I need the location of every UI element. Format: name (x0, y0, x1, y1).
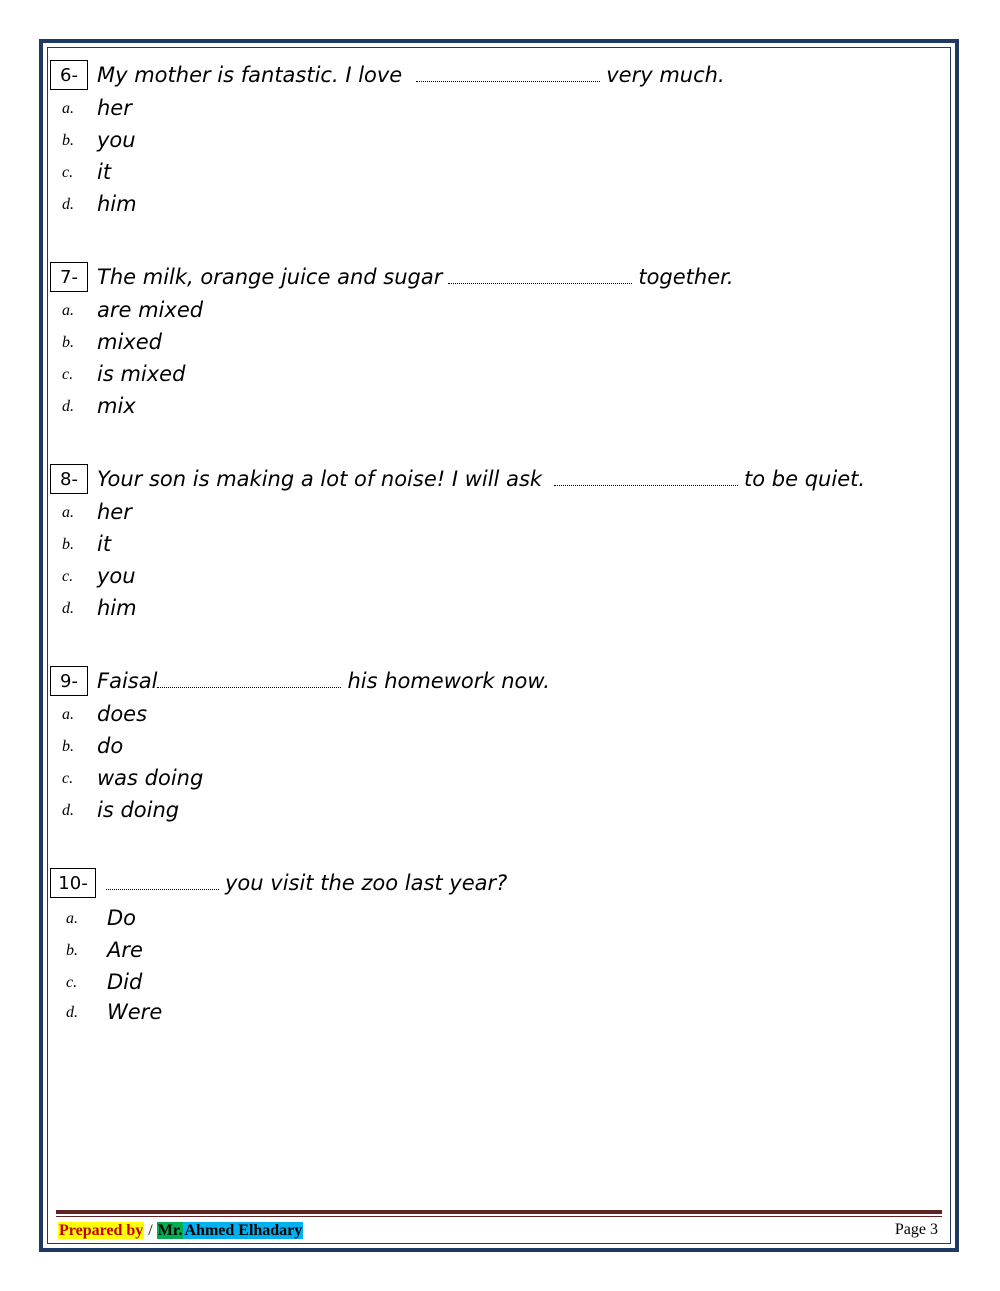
option-letter: c. (62, 366, 74, 383)
stem-after: to be quiet. (744, 467, 866, 491)
option-letter: d. (66, 1004, 78, 1021)
option-text: is mixed (97, 362, 186, 386)
page-border-inner (47, 47, 951, 1244)
stem-before: The milk, orange juice and sugar (97, 265, 443, 289)
stem-before: Faisal (97, 669, 158, 693)
stem-after: you visit the zoo last year? (225, 871, 508, 895)
option-text: him (97, 596, 137, 620)
question-number: 9- (50, 666, 88, 696)
option-letter: c. (62, 568, 74, 585)
stem-after: his homework now. (347, 669, 550, 693)
option-letter: b. (62, 536, 74, 553)
question-number: 7- (50, 262, 88, 292)
option-text: does (97, 702, 148, 726)
prepared-by-label: Prepared by (59, 1222, 144, 1239)
option-letter: b. (62, 132, 74, 149)
option-text: Did (107, 970, 143, 994)
question-number: 10- (50, 868, 96, 898)
option-letter: c. (66, 974, 78, 991)
option-letter: b. (66, 942, 78, 959)
stem-before: Your son is making a lot of noise! I will ask (97, 467, 543, 491)
option-text: is doing (97, 798, 180, 822)
option-text: was doing (97, 766, 204, 790)
footer-rule (56, 1210, 942, 1214)
answer-blank[interactable] (554, 475, 738, 486)
option-text: mixed (97, 330, 162, 354)
option-letter: a. (62, 504, 74, 521)
option-text: her (97, 500, 132, 524)
stem-after: very much. (606, 63, 725, 87)
option-letter: a. (62, 706, 74, 723)
option-text: do (97, 734, 124, 758)
footer-credit (58, 1220, 303, 1242)
option-letter: a. (62, 100, 74, 117)
answer-blank[interactable] (416, 71, 600, 82)
option-letter: b. (62, 738, 74, 755)
question-number: 6- (50, 60, 88, 90)
stem-before: My mother is fantastic. I love (97, 63, 403, 87)
option-letter: b. (62, 334, 74, 351)
footer-rule-thin (56, 1216, 942, 1217)
option-text: mix (97, 394, 136, 418)
option-text: you (97, 128, 136, 152)
option-text: you (97, 564, 136, 588)
option-text: are mixed (97, 298, 204, 322)
author-title: Mr. (157, 1222, 183, 1239)
question-stem (97, 62, 725, 88)
question-stem (97, 466, 865, 492)
option-letter: d. (62, 196, 74, 213)
footer-separator: / (148, 1222, 153, 1239)
question-number: 8- (50, 464, 88, 494)
stem-after: together. (638, 265, 734, 289)
option-letter: c. (62, 770, 74, 787)
option-letter: a. (62, 302, 74, 319)
answer-blank[interactable] (157, 677, 341, 688)
option-text: her (97, 96, 132, 120)
page-number: Page 3 (894, 1221, 938, 1238)
option-text: it (97, 532, 112, 556)
author-name: Ahmed Elhadary (184, 1222, 303, 1239)
option-text: it (97, 160, 112, 184)
option-text: him (97, 192, 137, 216)
question-stem (97, 668, 550, 694)
option-letter: a. (66, 910, 78, 927)
option-letter: d. (62, 600, 74, 617)
option-text: Were (107, 1000, 163, 1024)
option-letter: d. (62, 398, 74, 415)
question-stem (100, 870, 507, 896)
answer-blank[interactable] (106, 879, 219, 890)
option-letter: d. (62, 802, 74, 819)
option-text: Do (107, 906, 137, 930)
question-stem (97, 264, 734, 290)
page-border (39, 39, 959, 1252)
option-letter: c. (62, 164, 74, 181)
option-text: Are (107, 938, 143, 962)
answer-blank[interactable] (448, 273, 632, 284)
